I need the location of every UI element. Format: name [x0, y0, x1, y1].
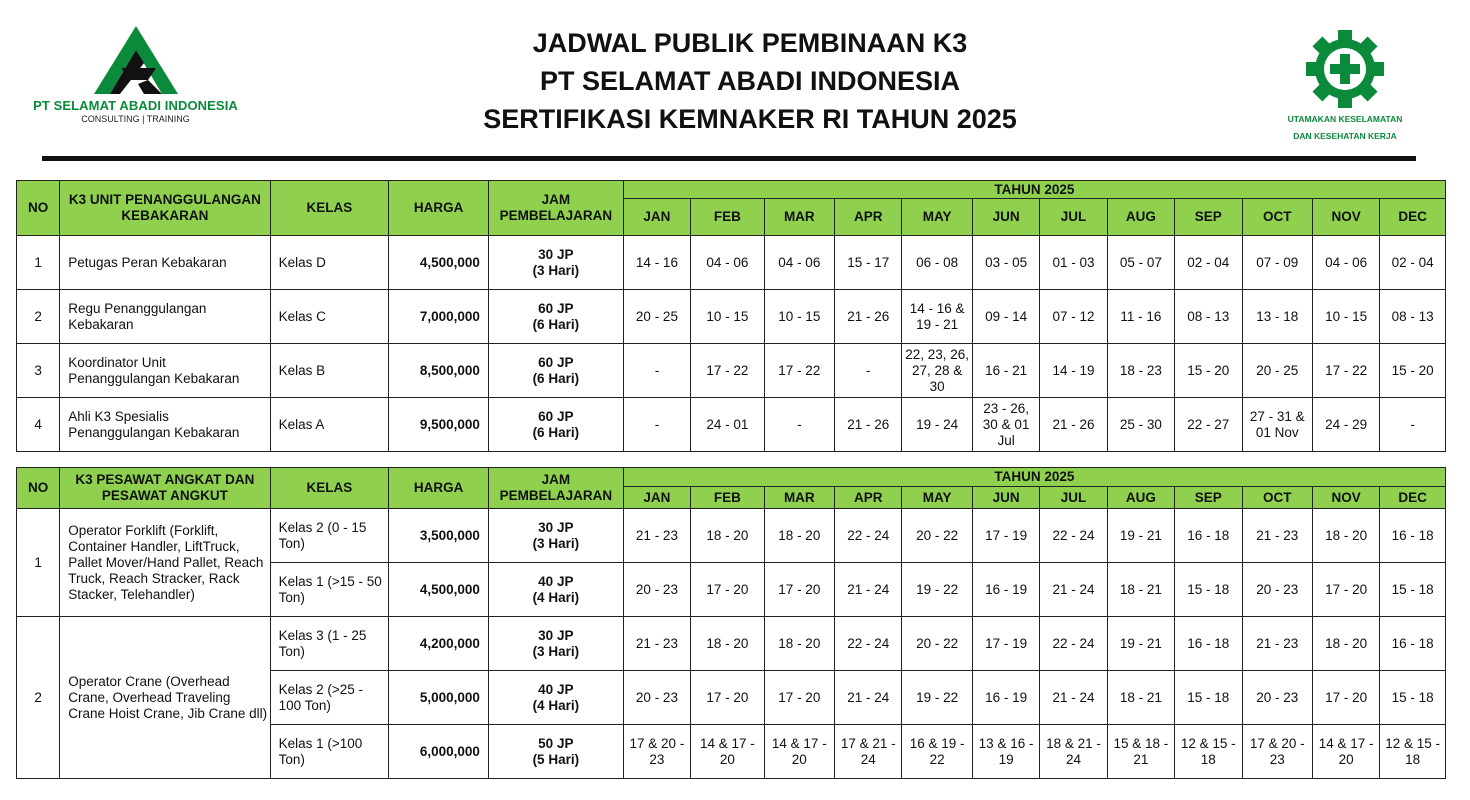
table-row: [17, 509, 1446, 563]
date-cell-nov: 10 - 15: [1312, 290, 1379, 344]
date-cell-dec: 02 - 04: [1380, 236, 1446, 290]
date-cell-jun: 13 & 16 - 19: [972, 725, 1039, 779]
k3-slogan-1: UTAMAKAN KESELAMATAN: [1287, 114, 1403, 124]
date-cell-mar: 17 - 20: [764, 563, 834, 617]
company-tagline: CONSULTING | TRAINING: [81, 114, 190, 124]
program-name: Operator Crane (Overhead Crane, Overhead Traveling Crane Hoist Crane, Jib Crane dll): [60, 617, 270, 779]
program-name: Operator Forklift (Forklift, Container Handler, LiftTruck, Pallet Mover/Hand Pallet, Reach Truck, Reach Stracker, Rack Stacker, Telehandler): [60, 509, 270, 617]
date-cell-sep: 15 - 20: [1175, 344, 1242, 398]
jam-hours: 30 JP: [538, 627, 574, 643]
date-cell-jun: 16 - 19: [972, 671, 1039, 725]
table-row: [17, 617, 1446, 671]
date-cell-aug: 18 - 23: [1107, 344, 1174, 398]
date-cell-jul: 21 - 24: [1040, 563, 1107, 617]
row-no: 2: [17, 290, 60, 344]
date-cell-may: 20 - 22: [902, 509, 972, 563]
title-line-1: JADWAL PUBLIK PEMBINAAN K3: [532, 28, 968, 58]
date-cell-jul: 21 - 24: [1040, 671, 1107, 725]
date-cell-mar: 14 & 17 - 20: [764, 725, 834, 779]
date-cell-mar: 17 - 20: [764, 671, 834, 725]
month-header-feb: FEB: [691, 199, 764, 236]
header-divider: [42, 156, 1416, 161]
header-tahun: TAHUN 2025: [623, 181, 1445, 199]
date-cell-dec: 15 - 18: [1380, 671, 1446, 725]
month-header-apr: APR: [835, 199, 902, 236]
date-cell-feb: 14 & 17 - 20: [691, 725, 764, 779]
kelas-cell: Kelas C: [270, 290, 389, 344]
date-cell-may: 19 - 22: [902, 671, 972, 725]
jam-cell: [488, 344, 623, 398]
k3-gear-cross-icon: [1304, 30, 1386, 108]
header-tahun: TAHUN 2025: [623, 468, 1445, 487]
date-cell-oct: 13 - 18: [1242, 290, 1312, 344]
program-name: Petugas Peran Kebakaran: [60, 236, 270, 290]
date-cell-sep: 15 - 18: [1175, 563, 1242, 617]
date-cell-mar: 17 - 22: [764, 344, 834, 398]
lifting-equipment-schedule-table: [16, 467, 1446, 779]
date-cell-sep: 15 - 18: [1175, 671, 1242, 725]
date-cell-aug: 11 - 16: [1107, 290, 1174, 344]
kelas-cell: Kelas 1 (>15 - 50 Ton): [270, 563, 389, 617]
header-no: NO: [17, 181, 60, 236]
date-cell-nov: 17 - 22: [1312, 344, 1379, 398]
date-cell-dec: -: [1380, 398, 1446, 452]
jam-cell: [488, 290, 623, 344]
month-header-dec: DEC: [1380, 487, 1446, 509]
date-cell-jan: 20 - 23: [623, 563, 690, 617]
date-cell-apr: 15 - 17: [835, 236, 902, 290]
date-cell-may: 22, 23, 26, 27, 28 & 30: [902, 344, 972, 398]
date-cell-jun: 17 - 19: [972, 509, 1039, 563]
table-row: [17, 236, 1446, 290]
jam-hours: 40 JP: [538, 681, 574, 697]
date-cell-nov: 17 - 20: [1312, 563, 1379, 617]
date-cell-may: 06 - 08: [902, 236, 972, 290]
harga-cell: 6,000,000: [389, 725, 489, 779]
jam-cell: [488, 509, 623, 563]
company-name: PT SELAMAT ABADI INDONESIA: [33, 98, 238, 113]
date-cell-aug: 15 & 18 - 21: [1107, 725, 1174, 779]
date-cell-feb: 18 - 20: [691, 509, 764, 563]
month-header-oct: OCT: [1242, 487, 1312, 509]
date-cell-nov: 04 - 06: [1312, 236, 1379, 290]
date-cell-mar: -: [764, 398, 834, 452]
header-program: K3 UNIT PENANGGULANGAN KEBAKARAN: [60, 181, 270, 236]
month-header-aug: AUG: [1107, 199, 1174, 236]
kelas-cell: Kelas B: [270, 344, 389, 398]
date-cell-jun: 16 - 21: [972, 344, 1039, 398]
date-cell-jan: 14 - 16: [623, 236, 690, 290]
date-cell-jul: 07 - 12: [1040, 290, 1107, 344]
jam-hours: 30 JP: [538, 519, 574, 535]
jam-hours: 60 JP: [538, 300, 574, 316]
date-cell-nov: 18 - 20: [1312, 617, 1379, 671]
harga-cell: 7,000,000: [389, 290, 489, 344]
month-header-may: MAY: [902, 487, 972, 509]
harga-cell: 5,000,000: [389, 671, 489, 725]
date-cell-feb: 17 - 22: [691, 344, 764, 398]
month-header-mar: MAR: [764, 487, 834, 509]
date-cell-feb: 17 - 20: [691, 563, 764, 617]
date-cell-aug: 18 - 21: [1107, 563, 1174, 617]
date-cell-sep: 16 - 18: [1175, 617, 1242, 671]
month-header-jun: JUN: [972, 199, 1039, 236]
date-cell-oct: 21 - 23: [1242, 509, 1312, 563]
month-header-sep: SEP: [1175, 199, 1242, 236]
date-cell-aug: 19 - 21: [1107, 509, 1174, 563]
header-program: K3 PESAWAT ANGKAT DAN PESAWAT ANGKUT: [60, 468, 270, 509]
date-cell-oct: 20 - 25: [1242, 344, 1312, 398]
jam-days: (5 Hari): [532, 751, 580, 767]
date-cell-nov: 18 - 20: [1312, 509, 1379, 563]
date-cell-jul: 01 - 03: [1040, 236, 1107, 290]
date-cell-apr: 21 - 26: [835, 398, 902, 452]
date-cell-oct: 21 - 23: [1242, 617, 1312, 671]
jam-hours: 60 JP: [538, 354, 574, 370]
row-no: 2: [17, 617, 60, 779]
jam-hours: 50 JP: [538, 735, 574, 751]
jam-hours: 30 JP: [538, 246, 574, 262]
title-line-2: PT SELAMAT ABADI INDONESIA: [539, 66, 960, 96]
jam-hours: 60 JP: [538, 408, 574, 424]
kelas-cell: Kelas 2 (>25 - 100 Ton): [270, 671, 389, 725]
date-cell-may: 19 - 24: [902, 398, 972, 452]
fire-safety-schedule-table: [16, 180, 1446, 452]
jam-cell: [488, 671, 623, 725]
month-header-nov: NOV: [1312, 199, 1379, 236]
jam-cell: [488, 236, 623, 290]
jam-hours: 40 JP: [538, 573, 574, 589]
date-cell-may: 16 & 19 - 22: [902, 725, 972, 779]
date-cell-jan: 20 - 23: [623, 671, 690, 725]
jam-days: (3 Hari): [532, 262, 580, 278]
jam-days: (4 Hari): [532, 589, 580, 605]
date-cell-jul: 21 - 26: [1040, 398, 1107, 452]
jam-days: (6 Hari): [532, 424, 580, 440]
date-cell-apr: 17 & 21 - 24: [835, 725, 902, 779]
date-cell-jan: -: [623, 398, 690, 452]
month-header-jul: JUL: [1040, 199, 1107, 236]
month-header-apr: APR: [835, 487, 902, 509]
date-cell-jun: 03 - 05: [972, 236, 1039, 290]
date-cell-sep: 16 - 18: [1175, 509, 1242, 563]
date-cell-dec: 12 & 15 - 18: [1380, 725, 1446, 779]
table-row: [17, 290, 1446, 344]
date-cell-dec: 16 - 18: [1380, 617, 1446, 671]
kelas-cell: Kelas A: [270, 398, 389, 452]
date-cell-jul: 22 - 24: [1040, 509, 1107, 563]
date-cell-feb: 18 - 20: [691, 617, 764, 671]
company-logo-mark-icon: [86, 24, 186, 96]
date-cell-dec: 08 - 13: [1380, 290, 1446, 344]
page-title: [400, 24, 1100, 138]
kelas-cell: Kelas 2 (0 - 15 Ton): [270, 509, 389, 563]
jam-days: (3 Hari): [532, 643, 580, 659]
date-cell-sep: 22 - 27: [1175, 398, 1242, 452]
k3-slogan-2: DAN KESEHATAN KERJA: [1293, 131, 1397, 141]
jam-cell: [488, 617, 623, 671]
table-row: [17, 398, 1446, 452]
jam-days: (6 Hari): [532, 316, 580, 332]
date-cell-feb: 24 - 01: [691, 398, 764, 452]
date-cell-jul: 14 - 19: [1040, 344, 1107, 398]
row-no: 4: [17, 398, 60, 452]
header-harga: HARGA: [389, 468, 489, 509]
month-header-jan: JAN: [623, 487, 690, 509]
month-header-aug: AUG: [1107, 487, 1174, 509]
row-no: 3: [17, 344, 60, 398]
month-header-may: MAY: [902, 199, 972, 236]
row-no: 1: [17, 236, 60, 290]
kelas-cell: Kelas D: [270, 236, 389, 290]
kelas-cell: Kelas 3 (1 - 25 Ton): [270, 617, 389, 671]
date-cell-jun: 09 - 14: [972, 290, 1039, 344]
month-header-dec: DEC: [1380, 199, 1446, 236]
date-cell-mar: 10 - 15: [764, 290, 834, 344]
date-cell-mar: 18 - 20: [764, 509, 834, 563]
date-cell-aug: 05 - 07: [1107, 236, 1174, 290]
date-cell-mar: 04 - 06: [764, 236, 834, 290]
header-jam: JAM PEMBELAJARAN: [488, 181, 623, 236]
header-kelas: KELAS: [270, 468, 389, 509]
jam-days: (3 Hari): [532, 535, 580, 551]
date-cell-nov: 24 - 29: [1312, 398, 1379, 452]
jam-cell: [488, 563, 623, 617]
header-kelas: KELAS: [270, 181, 389, 236]
date-cell-apr: 21 - 24: [835, 563, 902, 617]
harga-cell: 4,500,000: [389, 563, 489, 617]
header-jam: JAM PEMBELAJARAN: [488, 468, 623, 509]
program-name: Koordinator Unit Penanggulangan Kebakaran: [60, 344, 270, 398]
date-cell-aug: 19 - 21: [1107, 617, 1174, 671]
jam-days: (6 Hari): [532, 370, 580, 386]
harga-cell: 4,500,000: [389, 236, 489, 290]
date-cell-jan: -: [623, 344, 690, 398]
date-cell-jan: 20 - 25: [623, 290, 690, 344]
jam-days: (4 Hari): [532, 697, 580, 713]
date-cell-apr: 22 - 24: [835, 509, 902, 563]
date-cell-jun: 16 - 19: [972, 563, 1039, 617]
table-row: [17, 344, 1446, 398]
date-cell-sep: 08 - 13: [1175, 290, 1242, 344]
date-cell-sep: 12 & 15 - 18: [1175, 725, 1242, 779]
row-no: 1: [17, 509, 60, 617]
month-header-feb: FEB: [691, 487, 764, 509]
month-header-jan: JAN: [623, 199, 690, 236]
page-header: [0, 0, 1470, 170]
date-cell-dec: 16 - 18: [1380, 509, 1446, 563]
harga-cell: 9,500,000: [389, 398, 489, 452]
date-cell-may: 20 - 22: [902, 617, 972, 671]
date-cell-jan: 17 & 20 - 23: [623, 725, 690, 779]
harga-cell: 4,200,000: [389, 617, 489, 671]
date-cell-feb: 17 - 20: [691, 671, 764, 725]
date-cell-jan: 21 - 23: [623, 617, 690, 671]
date-cell-aug: 25 - 30: [1107, 398, 1174, 452]
date-cell-apr: 21 - 26: [835, 290, 902, 344]
date-cell-dec: 15 - 18: [1380, 563, 1446, 617]
date-cell-jan: 21 - 23: [623, 509, 690, 563]
month-header-jul: JUL: [1040, 487, 1107, 509]
jam-cell: [488, 725, 623, 779]
date-cell-may: 19 - 22: [902, 563, 972, 617]
date-cell-mar: 18 - 20: [764, 617, 834, 671]
company-logo: [28, 24, 243, 134]
date-cell-jun: 17 - 19: [972, 617, 1039, 671]
date-cell-feb: 10 - 15: [691, 290, 764, 344]
header-harga: HARGA: [389, 181, 489, 236]
month-header-sep: SEP: [1175, 487, 1242, 509]
month-header-nov: NOV: [1312, 487, 1379, 509]
date-cell-nov: 14 & 17 - 20: [1312, 725, 1379, 779]
date-cell-jun: 23 - 26, 30 & 01 Jul: [972, 398, 1039, 452]
date-cell-jul: 22 - 24: [1040, 617, 1107, 671]
date-cell-feb: 04 - 06: [691, 236, 764, 290]
date-cell-apr: 22 - 24: [835, 617, 902, 671]
month-header-jun: JUN: [972, 487, 1039, 509]
k3-logo: [1270, 30, 1420, 142]
kelas-cell: Kelas 1 (>100 Ton): [270, 725, 389, 779]
title-line-3: SERTIFIKASI KEMNAKER RI TAHUN 2025: [483, 104, 1017, 134]
date-cell-dec: 15 - 20: [1380, 344, 1446, 398]
date-cell-may: 14 - 16 & 19 - 21: [902, 290, 972, 344]
date-cell-oct: 20 - 23: [1242, 671, 1312, 725]
harga-cell: 3,500,000: [389, 509, 489, 563]
jam-cell: [488, 398, 623, 452]
date-cell-jul: 18 & 21 - 24: [1040, 725, 1107, 779]
harga-cell: 8,500,000: [389, 344, 489, 398]
month-header-oct: OCT: [1242, 199, 1312, 236]
date-cell-sep: 02 - 04: [1175, 236, 1242, 290]
date-cell-aug: 18 - 21: [1107, 671, 1174, 725]
program-name: Ahli K3 Spesialis Penanggulangan Kebakaran: [60, 398, 270, 452]
date-cell-oct: 07 - 09: [1242, 236, 1312, 290]
date-cell-oct: 20 - 23: [1242, 563, 1312, 617]
header-no: NO: [17, 468, 60, 509]
month-header-mar: MAR: [764, 199, 834, 236]
date-cell-nov: 17 - 20: [1312, 671, 1379, 725]
program-name: Regu Penanggulangan Kebakaran: [60, 290, 270, 344]
date-cell-oct: 27 - 31 & 01 Nov: [1242, 398, 1312, 452]
date-cell-oct: 17 & 20 - 23: [1242, 725, 1312, 779]
date-cell-apr: -: [835, 344, 902, 398]
date-cell-apr: 21 - 24: [835, 671, 902, 725]
